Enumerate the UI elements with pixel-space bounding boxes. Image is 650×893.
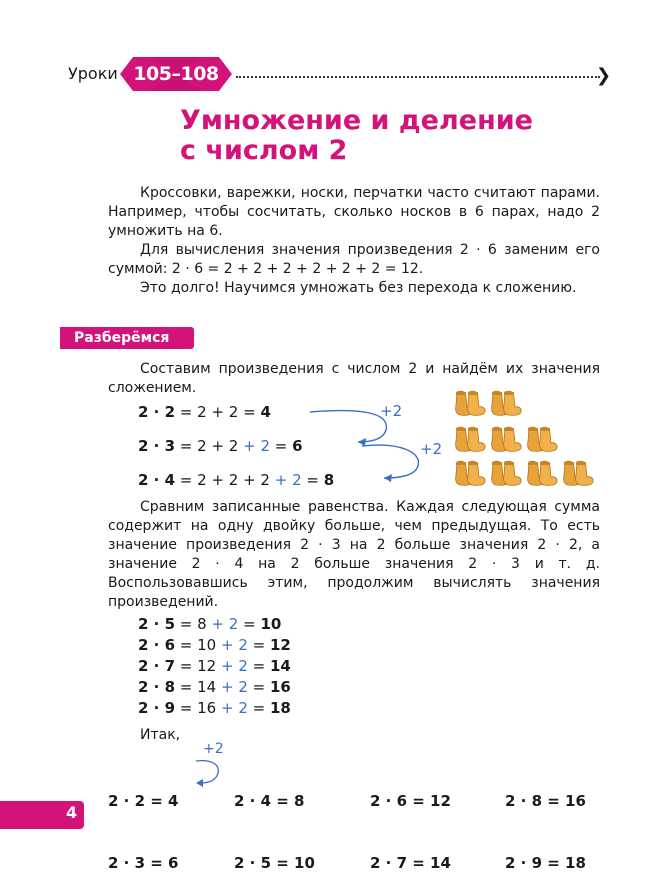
- list-item: 2 · 7 = 12 + 2 = 14: [138, 657, 291, 675]
- arrow-head-1-icon: [358, 438, 366, 446]
- title-line-2: с числом 2: [180, 135, 348, 166]
- products-list: [138, 614, 291, 718]
- arrow-curve-2: [362, 445, 418, 478]
- equation-row-3: 2 · 4 = 2 + 2 + 2 + 2 = 8: [138, 471, 335, 489]
- increment-arrows: [300, 400, 430, 490]
- summary-col-1: [108, 751, 178, 893]
- section-paragraph-1: Составим произведения с числом 2 и найдём их значения сложением.: [108, 361, 600, 396]
- summary-item: 2 · 3 = 6: [108, 854, 179, 872]
- summary-item: 2 · 4 = 8: [234, 792, 305, 810]
- chevron-right-icon: ❯: [596, 65, 612, 86]
- equation-row-1: 2 · 2 = 2 + 2 = 4: [138, 403, 271, 421]
- list-item: 2 · 8 = 14 + 2 = 16: [138, 678, 291, 696]
- page-number: 4: [66, 803, 78, 822]
- mittens-illustration: [450, 388, 600, 488]
- intro-paragraph-2: Для вычисления значения произведения 2 · 6 заменим его суммой: 2 · 6 = 2 + 2 + 2 + 2 + 2 + 2 = 12.: [108, 242, 600, 277]
- intro-paragraph-3: Это долго! Научимся умножать без перехода к сложению.: [140, 280, 577, 296]
- list-item: 2 · 6 = 10 + 2 = 12: [138, 636, 291, 654]
- summary-item: 2 · 6 = 12: [370, 792, 451, 810]
- summary-col-2: [234, 751, 315, 893]
- mittens-icon: [450, 388, 600, 488]
- summary-arrow-curve: [196, 761, 218, 783]
- lessons-badge: [120, 57, 232, 91]
- section-tag: Разберёмся: [60, 327, 194, 349]
- plus-two-label-1: +2: [380, 402, 403, 420]
- summary-item: 2 · 9 = 18: [505, 854, 586, 872]
- summary-col-3: [370, 751, 451, 893]
- intro-paragraph-1: Кроссовки, варежки, носки, перчатки часто считают парами. Например, чтобы сосчитать, сколько носков в 6 парах, надо 2 умножить на 6.: [108, 185, 600, 239]
- page-title: [180, 106, 600, 166]
- lessons-label: Уроки: [68, 64, 118, 83]
- plus-two-label-2: +2: [420, 440, 443, 458]
- equation-row-2: 2 · 3 = 2 + 2 + 2 = 6: [138, 437, 303, 455]
- summary-label: Итак,: [140, 727, 181, 743]
- header-dotted-line: [236, 76, 600, 78]
- list-item: 2 · 9 = 16 + 2 = 18: [138, 699, 291, 717]
- summary-col-4: [505, 751, 586, 893]
- list-item: 2 · 5 = 8 + 2 = 10: [138, 615, 282, 633]
- summary-item: 2 · 2 = 4: [108, 792, 179, 810]
- title-line-1: Умножение и деление: [180, 105, 533, 136]
- lessons-range: 105–108: [133, 63, 219, 85]
- summary-plus-label: +2: [203, 741, 224, 757]
- arrow-curve-1: [310, 411, 386, 442]
- summary-arrow: [190, 755, 230, 791]
- section-paragraph-2: Сравним записанные равенства. Каждая следующая сумма содержит на одну двойку больше, чем предыдущая. То есть значение произведения 2 · 3 на 2 больше значения 2 · 2, а значение 2 · 4 на 2 больше значения 2 · 3 и т. д. Воспользовавшись этим, продолжим вычислять значения произведений.: [108, 499, 600, 610]
- summary-arrow-head-icon: [196, 779, 203, 787]
- summary-item: 2 · 8 = 16: [505, 792, 586, 810]
- summary-item: 2 · 7 = 14: [370, 854, 451, 872]
- arrow-head-2-icon: [384, 474, 392, 482]
- summary-item: 2 · 5 = 10: [234, 854, 315, 872]
